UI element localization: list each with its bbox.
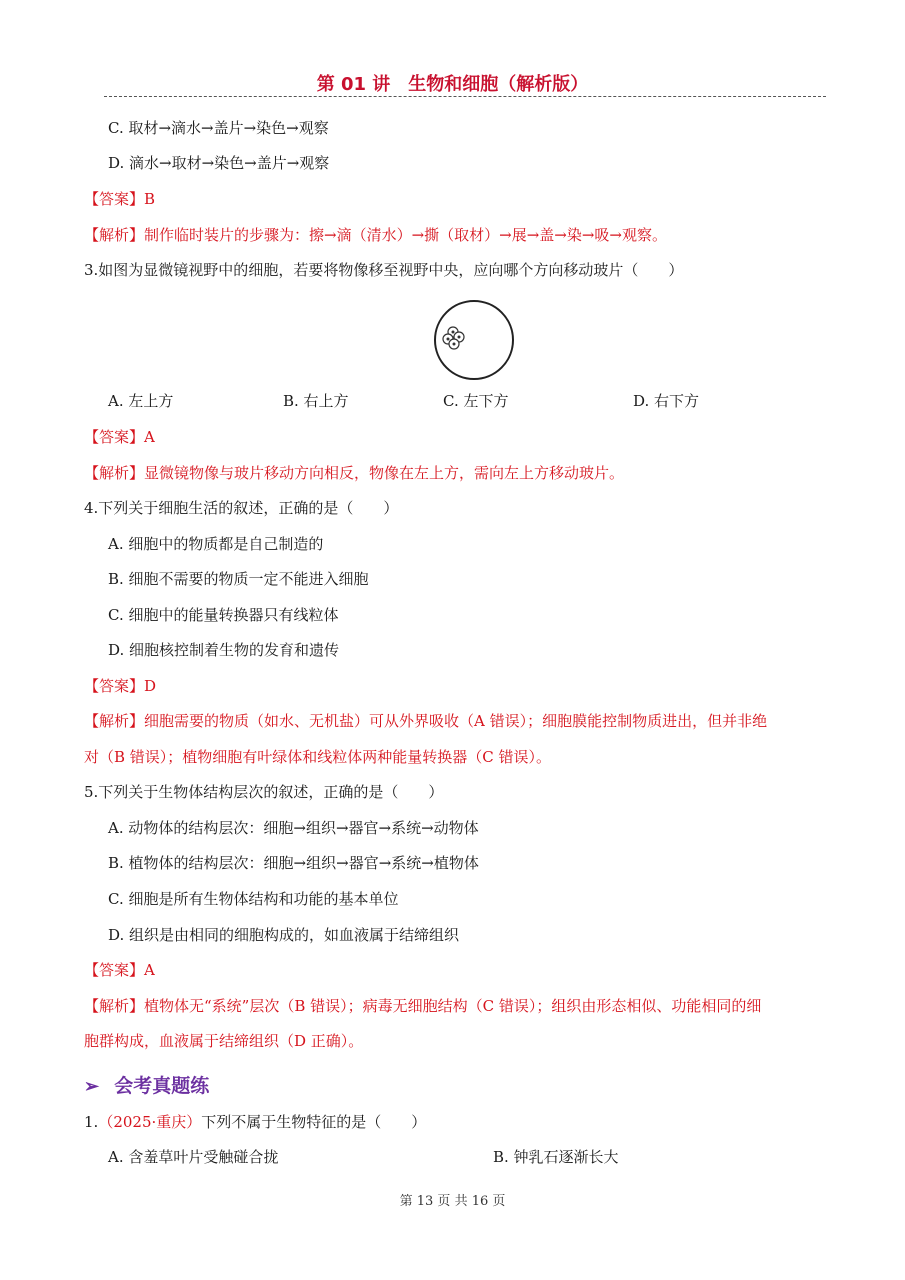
q3-answer: 【答案】A bbox=[84, 428, 155, 446]
q2-answer: 【答案】B bbox=[84, 190, 156, 208]
q3-option-c: C. 左下方 bbox=[443, 392, 509, 410]
q4-option-c: C. 细胞中的能量转换器只有线粒体 bbox=[108, 606, 339, 624]
exam-q1-stem bbox=[84, 1112, 426, 1132]
section-heading bbox=[84, 1071, 209, 1098]
q2-option-c: C. 取材→滴水→盖片→染色→观察 bbox=[108, 119, 329, 137]
q5-analysis-line2: 胞群构成，血液属于结缔组织（D 正确）。 bbox=[84, 1032, 364, 1050]
exam-q1-number: 1. bbox=[84, 1113, 99, 1131]
q3-option-d: D. 右下方 bbox=[633, 392, 700, 410]
q2-analysis: 【解析】制作临时装片的步骤为：擦→滴（清水）→撕（取材）→展→盖→染→吸→观察。 bbox=[84, 226, 667, 244]
q2-option-d: D. 滴水→取材→染色→盖片→观察 bbox=[108, 154, 330, 172]
q4-analysis-line2: 对（B 错误）；植物细胞有叶绿体和线粒体两种能量转换器（C 错误）。 bbox=[84, 748, 552, 766]
q4-option-a: A. 细胞中的物质都是自己制造的 bbox=[108, 535, 324, 553]
q5-stem: 5.下列关于生物体结构层次的叙述，正确的是（ ） bbox=[84, 783, 444, 801]
q4-stem: 4.下列关于细胞生活的叙述，正确的是（ ） bbox=[84, 499, 399, 517]
page-title: 第 01 讲 生物和细胞（解析版） bbox=[316, 74, 589, 95]
q5-answer: 【答案】A bbox=[84, 961, 155, 979]
q3-option-b: B. 右上方 bbox=[283, 392, 349, 410]
q4-analysis-line1: 【解析】细胞需要的物质（如水、无机盐）可从外界吸收（A 错误）；细胞膜能控制物质进出，但并非绝 bbox=[84, 712, 768, 730]
q3-stem: 3.如图为显微镜视野中的细胞，若要将物像移至视野中央，应向哪个方向移动玻片（ ） bbox=[84, 261, 684, 279]
section-title: 会考真题练 bbox=[114, 1075, 210, 1097]
q4-option-b: B. 细胞不需要的物质一定不能进入细胞 bbox=[108, 570, 369, 588]
page-number: 第 13 页 共 16 页 bbox=[399, 1194, 506, 1209]
q5-option-c: C. 细胞是所有生物体结构和功能的基本单位 bbox=[108, 890, 399, 908]
exam-q1-option-a: A. 含羞草叶片受触碰合拢 bbox=[108, 1148, 279, 1166]
exam-q1-source: （2025·重庆） bbox=[98, 1113, 202, 1131]
q5-option-d: D. 组织是由相同的细胞构成的，如血液属于结缔组织 bbox=[108, 926, 460, 944]
exam-q1-option-b: B. 钟乳石逐渐长大 bbox=[493, 1148, 619, 1166]
q3-analysis: 【解析】显微镜物像与玻片移动方向相反，物像在左上方，需向左上方移动玻片。 bbox=[84, 464, 625, 482]
header-divider bbox=[104, 96, 826, 97]
exam-q1-text: 下列不属于生物特征的是（ ） bbox=[201, 1113, 427, 1131]
q5-option-b: B. 植物体的结构层次：细胞→组织→器官→系统→植物体 bbox=[108, 854, 479, 872]
q3-option-a: A. 左上方 bbox=[108, 392, 174, 410]
q5-option-a: A. 动物体的结构层次：细胞→组织→器官→系统→动物体 bbox=[108, 819, 479, 837]
q5-analysis-line1: 【解析】植物体无“系统”层次（B 错误）；病毒无细胞结构（C 错误）；组织由形态相似、功能相同的细 bbox=[84, 997, 762, 1015]
q4-answer: 【答案】D bbox=[84, 677, 157, 695]
microscope-field-icon bbox=[432, 298, 516, 382]
q4-option-d: D. 细胞核控制着生物的发育和遗传 bbox=[108, 641, 340, 659]
arrow-right-icon: ➢ bbox=[84, 1076, 100, 1097]
